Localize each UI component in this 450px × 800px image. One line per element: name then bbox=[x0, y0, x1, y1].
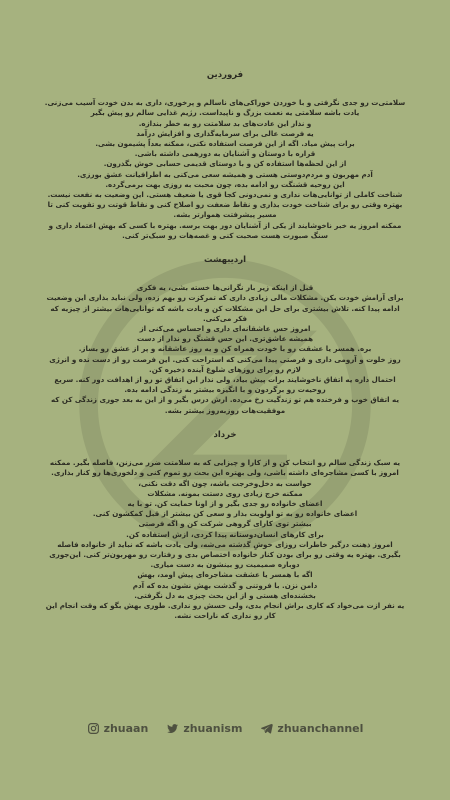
paragraph-line: همیشه عاشق‌تری. این حس قشنگ رو نذار از دست bbox=[136, 334, 314, 344]
paragraph-line: یه سبک زندگی سالم رو انتخاب کن و از کارا و چیزایی که به سلامتت ضرر می‌زنن، فاصله بگیر. ممکنه bbox=[49, 458, 401, 468]
paragraph-line: روحیه‌ت رو برگردون و با انگیزه بیشتر به زندگی ادامه بده. bbox=[124, 385, 326, 395]
paragraph-line: امروز ذهنت درگیر خاطرات روزای خوشِ گذشته می‌شه، ولی یادت باشه که نباید از خانواده فاصله bbox=[57, 539, 393, 549]
paragraph-line: قبل از اینکه زیر بار نگرانی‌ها خسته بشی، یه فکری bbox=[136, 283, 314, 293]
paragraph-line: ادامه پیدا کنه. تلاش بیشتری برای حل این مشکلات کن و یادت باشه که توانایی‌هات بیشتر از چیزیه که bbox=[50, 303, 400, 313]
paragraph-line: اعضای خانواده رو جدی بگیر و از اونا حمایت کن. تو با یه bbox=[127, 498, 323, 508]
paragraph-line: امروز حس عاشقانه‌ای داری و احساس می‌کنی از bbox=[139, 324, 311, 334]
paragraph-line: حواست به دخل‌وخرجت باشه، چون اگه دقت نکنی، bbox=[138, 478, 312, 488]
paragraph-line: برات پیش میاد. اگه از این فرصت استفاده نکنی، ممکنه بعداً پشیمون بشی. bbox=[95, 139, 355, 149]
paragraph-line: سلامتی‌ت رو جدی نگرفتی و با خوردن خوراکی‌های ناسالم و پرخوری، داری به بدن خودت آسیب می‌زنی. bbox=[44, 98, 406, 108]
paragraph-line: اعضای خانواده رو به تو اولویت بذار و سعی کن بیشتر از قبل کمکشون کنی. bbox=[92, 509, 358, 519]
paragraph-line: ممکنه خرج زیادی روی دستت بمونه. مشکلات bbox=[147, 488, 303, 498]
instagram-label: zhuaan bbox=[103, 722, 149, 735]
paragraph-line: بره. همسر یا عشقت رو با خودت همراه کن و یه روز عاشقانه و پر از عشق رو بساز. bbox=[78, 344, 372, 354]
paragraph-line: احتمال داره یه اتفاق ناخوشایند برات پیش بیاد، ولی نذار این اتفاق تو رو از اهدافت دور کنه. سریع bbox=[54, 375, 396, 385]
section-title: اردیبهشت bbox=[203, 255, 247, 266]
horoscope-text bbox=[14, 70, 436, 635]
paragraph-line: فکر می‌کنی. bbox=[202, 313, 248, 323]
section-farvardin bbox=[14, 70, 436, 241]
telegram-icon bbox=[260, 722, 273, 735]
paragraph-line: دوباره صمیمیت رو بینشون به دست میاری. bbox=[150, 560, 300, 570]
twitter-icon bbox=[166, 722, 179, 735]
telegram-label: zhuanchannel bbox=[277, 722, 364, 735]
paragraph-line: ممکنه امروز یه خبر ناخوشایند از یکی از آشنایان دور بهت برسه. بهتره با کسی که بهش اعتماد داری و bbox=[48, 220, 402, 230]
paragraph-line: یادت باشه سلامتی یه نعمت بزرگ و ناپیداست. رژیم غذایی سالم رو پیش بگیر bbox=[90, 108, 360, 118]
twitter-handle[interactable] bbox=[166, 722, 242, 735]
instagram-handle[interactable] bbox=[87, 722, 149, 735]
section-title: فروردین bbox=[206, 70, 244, 80]
paragraph-line: شناخت کاملی از توانایی‌هات نداری و نمی‌دونی کجا قوی یا ضعیف هستی. این وضعیت به نفعت نیست. bbox=[47, 190, 403, 200]
paragraph-line: سنگ صبورت هست صحبت کنی و غصه‌هات رو سبک‌تر کنی. bbox=[122, 230, 328, 240]
paragraph-line: برای کارهای انسان‌دوستانه پیدا کردی، ازش استفاده کن. bbox=[126, 529, 324, 539]
social-footer bbox=[0, 722, 450, 735]
twitter-label: zhuanism bbox=[183, 722, 243, 735]
paragraph-line: لازم رو برای روزهای شلوغ آینده ذخیره کن. bbox=[149, 364, 301, 374]
paragraph-line: بخشنده‌ای هستی و از این بحث چیزی به دل نگرفتی. bbox=[134, 590, 316, 600]
paragraph-line: این روحیه قشنگت رو ادامه بده، چون محبت به روزی بهت برمی‌گرده. bbox=[105, 179, 345, 189]
paragraph-line: روز خلوت و آرومی داری و فرصتی پیدا می‌کنی که استراحت کنی. این فرصت رو از دست نده و انرژی bbox=[49, 354, 401, 364]
section-title: خرداد bbox=[213, 429, 237, 440]
paragraph-line: اگه با همسر یا عشقت مشاجره‌ای پیش اومد، بهش bbox=[137, 570, 313, 580]
paragraph-line: امروز با کسی مشاجره‌ای داشته باشی، ولی بهتره این بحث رو تموم کنی و دلخوری‌ها رو کنار بذاری. bbox=[51, 468, 399, 478]
paragraph-line: آدم مهربون و مردم‌دوستی هستی و همیشه سعی می‌کنی به اطرافیانت عشق بورزی. bbox=[77, 169, 373, 179]
instagram-icon bbox=[87, 722, 100, 735]
paragraph-line: از این لحظه‌ها استفاده کن و با دوستای قدیمی حسابی خوش بگذرون. bbox=[103, 159, 347, 169]
paragraph-line: قراره با دوستان و آشنایان به دورهمی داشته باشی. bbox=[134, 149, 316, 159]
paragraph-line: بگیری. بهتره یه وقتی رو برای بودن کنار خانواده اختصاص بدی و رفتارت رو مهربون‌تر کنی. این‌جوری bbox=[49, 549, 401, 559]
paragraph-line: و نذار این عادت‌های بد سلامتت رو به خطر بندازه. bbox=[138, 118, 312, 128]
paragraph-line: دامن نزن. با فروتنی و گذشت بهش نشون بده که آدم bbox=[132, 580, 318, 590]
telegram-handle[interactable] bbox=[260, 722, 363, 735]
paragraph-line: کار رو نداری که ناراحت نشه. bbox=[174, 611, 276, 621]
paragraph-line: مسیر پیشرفتت هموارتر بشه. bbox=[173, 210, 277, 220]
paragraph-line: یه نفر ازت می‌خواد که کاری براش انجام بدی، ولی حسش رو نداری. طوری بهش بگو که وقت انجام این bbox=[45, 600, 405, 610]
paragraph-line: بهتره وقتی رو برای شناخت خودت بذاری و نقاط ضعفت رو اصلاح کنی و نقاط قوتت رو تقویت کنی تا bbox=[47, 200, 403, 210]
paragraph-line: برای آرامش خودت بکن. مشکلات مالی زیادی داری که تمرکزت رو بهم زده، ولی نباید بذاری این وضعیت bbox=[46, 293, 404, 303]
paragraph-line: بیشتر توی کارای گروهی شرکت کن و اگه فرصتی bbox=[138, 519, 312, 529]
section-ordibehesht bbox=[14, 255, 436, 416]
paragraph-line: موفقیت‌هات روزبه‌روز بیشتر بشه. bbox=[164, 405, 286, 415]
section-khordad bbox=[14, 430, 436, 621]
paragraph-line: یه فرصت عالی برای سرمایه‌گذاری و افزایش درآمد bbox=[136, 128, 314, 138]
paragraph-line: یه اتفاق خوب و فرخنده هم تو زندگیت رخ می‌ده. ارش درس بگیر و از این به بعد جوری زندگی کن که bbox=[50, 395, 400, 405]
